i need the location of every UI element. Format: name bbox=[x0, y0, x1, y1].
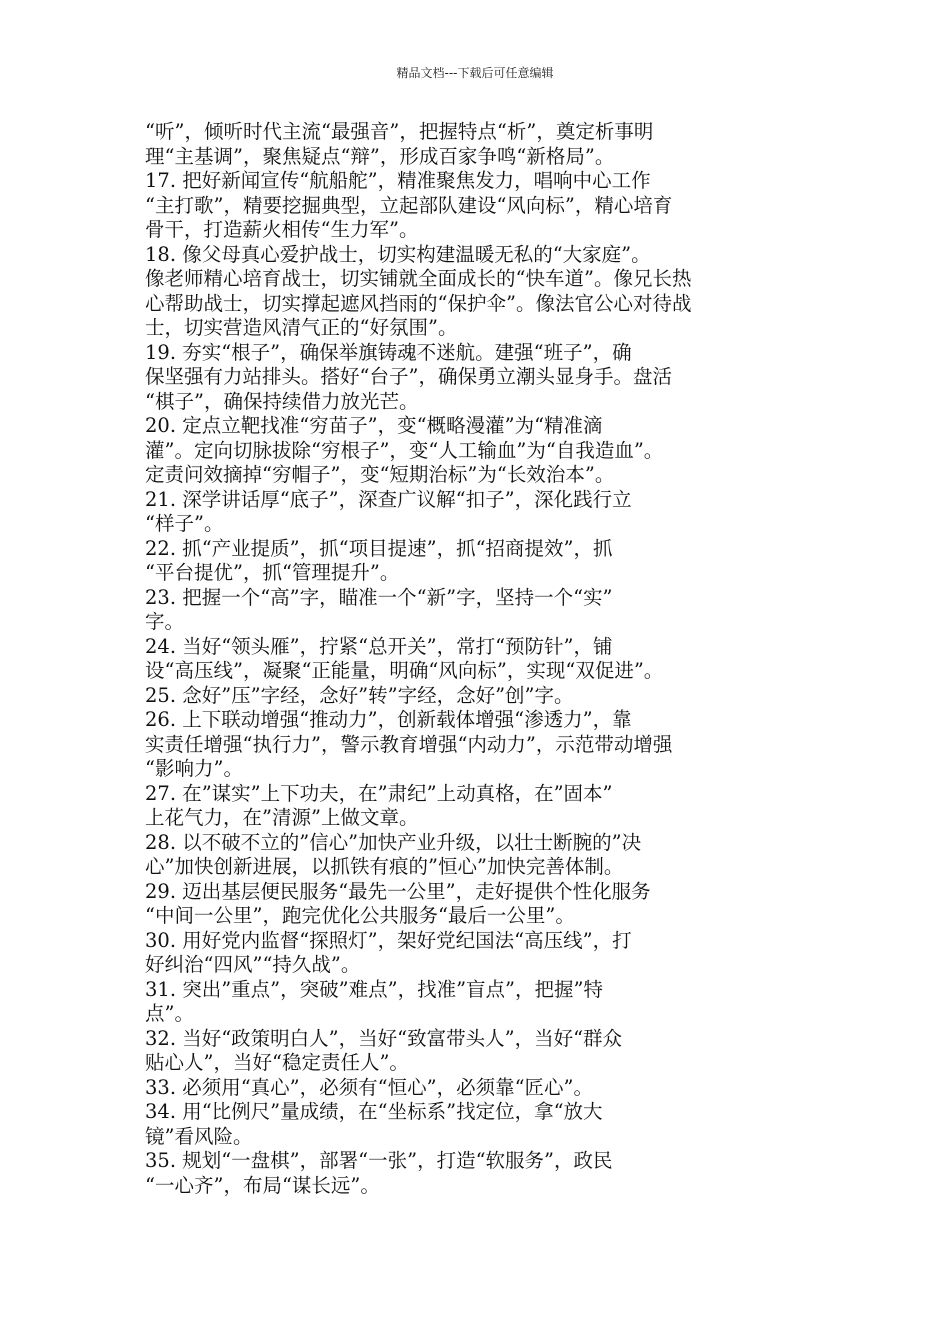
page-header: 精品文档---下载后可任意编辑 bbox=[396, 66, 554, 80]
text-line: 心帮助战士，切实撑起遮风挡雨的“保护伞”。像法官公心对待战 bbox=[145, 291, 692, 315]
text-line: 28. 以不破不立的”信心”加快产业升级，以壮士断腕的”决 bbox=[145, 830, 642, 854]
text-line: 贴心人”，当好“稳定责任人”。 bbox=[145, 1051, 409, 1074]
text-line: “影响力”。 bbox=[145, 757, 243, 780]
text-line: 好纠治“四风”“持久战”。 bbox=[145, 953, 361, 976]
text-line: 心”加快创新进展，以抓铁有痕的”恒心”加快完善体制。 bbox=[145, 855, 624, 878]
text-line: “棋子”，确保持续借力放光芒。 bbox=[145, 389, 419, 413]
text-line: 35. 规划“一盘棋”，部署“一张”，打造“软服务”，政民 bbox=[145, 1149, 613, 1172]
paragraph bbox=[145, 488, 815, 537]
text-line: 24. 当好“领头雁”，拧紧“总开关”，常打“预防针”，铺 bbox=[145, 634, 613, 658]
text-line: 上花气力，在”清源”上做文章。 bbox=[145, 806, 419, 829]
text-line: 27. 在”谋实”上下功夫，在”肃纪”上动真格，在”固本” bbox=[145, 781, 613, 805]
text-line: 21. 深学讲话厚“底子”，深查广议解“扣子”，深化践行立 bbox=[145, 487, 632, 511]
text-line: 26. 上下联动增强“推动力”，创新载体增强“渗透力”，靠 bbox=[145, 708, 632, 731]
text-line: 士，切实营造风清气正的“好氛围”。 bbox=[145, 316, 458, 339]
paragraph bbox=[145, 831, 815, 880]
paragraph bbox=[145, 1149, 815, 1198]
paragraph bbox=[145, 782, 815, 831]
text-line: 33. 必须用“真心”，必须有“恒心”，必须靠“匠心”。 bbox=[145, 1075, 594, 1099]
text-line: 像老师精心培育战士，切实铺就全面成长的“快车道”。像兄长热 bbox=[145, 267, 692, 290]
text-line: “样子”。 bbox=[145, 512, 224, 535]
text-line: 字。 bbox=[145, 610, 185, 633]
paragraph bbox=[145, 243, 815, 341]
paragraph bbox=[145, 880, 815, 929]
text-line: 32. 当好“政策明白人”，当好“致富带头人”，当好“群众 bbox=[145, 1026, 623, 1050]
text-line: 34. 用“比例尺”量成绩，在“坐标系”找定位，拿“放大 bbox=[145, 1100, 603, 1123]
paragraph bbox=[145, 120, 815, 169]
text-line: 理“主基调”，聚焦疑点“辩”，形成百家争鸣“新格局”。 bbox=[145, 144, 615, 168]
paragraph bbox=[145, 684, 815, 709]
text-line: 设“高压线”，凝聚“正能量，明确“风向标”，实现“双促进”。 bbox=[145, 659, 664, 682]
paragraph bbox=[145, 978, 815, 1027]
paragraph bbox=[145, 635, 815, 684]
text-line: 31. 突出”重点”，突破”难点”，找准”盲点”，把握”特 bbox=[145, 977, 603, 1001]
text-line: 19. 夯实“根子”，确保举旗铸魂不迷航。建强“班子”，确 bbox=[145, 340, 632, 364]
text-line: 点”。 bbox=[145, 1002, 194, 1025]
text-line: 实责任增强“执行力”，警示教育增强“内动力”，示范带动增强 bbox=[145, 732, 673, 756]
text-line: 定责问效摘掉“穷帽子”，变“短期治标”为“长效治本”。 bbox=[145, 463, 615, 486]
text-line: 保坚强有力站排头。搭好“台子”，确保勇立潮头显身手。盘活 bbox=[145, 365, 672, 388]
text-line: 22. 抓“产业提质”，抓“项目提速”，抓“招商提效”，抓 bbox=[145, 536, 613, 560]
document-body bbox=[145, 120, 815, 1198]
paragraph bbox=[145, 169, 815, 243]
text-line: “一心齐”，布局“谋长远”。 bbox=[145, 1173, 380, 1197]
text-line: 23. 把握一个“高”字，瞄准一个“新”字，坚持一个“实” bbox=[145, 585, 613, 609]
text-line: “听”，倾听时代主流“最强音”，把握特点“析”，奠定析事明 bbox=[145, 120, 654, 143]
text-line: 20. 定点立靶找准“穷苗子”，变“概略漫灌”为“精准滴 bbox=[145, 414, 603, 437]
paragraph bbox=[145, 341, 815, 415]
paragraph bbox=[145, 537, 815, 586]
paragraph bbox=[145, 708, 815, 782]
text-line: 骨干，打造薪火相传“生力军”。 bbox=[145, 218, 419, 241]
paragraph bbox=[145, 1100, 815, 1149]
text-line: 30. 用好党内监督“探照灯”，架好党纪国法“高压线”，打 bbox=[145, 928, 632, 952]
paragraph bbox=[145, 1027, 815, 1076]
text-line: 25. 念好”压”字经，念好”转”字经，念好”创”字。 bbox=[145, 683, 574, 707]
text-line: “主打歌”，精要挖掘典型，立起部队建设“风向标”，精心培育 bbox=[145, 193, 673, 217]
paragraph bbox=[145, 586, 815, 635]
text-line: 29. 迈出基层便民服务“最先一公里”，走好提供个性化服务 bbox=[145, 879, 651, 903]
paragraph bbox=[145, 414, 815, 488]
paragraph bbox=[145, 929, 815, 978]
text-line: 灌”。定向切脉拔除“穷根子”，变“人工输血”为“自我造血”。 bbox=[145, 438, 664, 462]
paragraph bbox=[145, 1076, 815, 1101]
text-line: 18. 像父母真心爱护战士，切实构建温暖无私的“大家庭”。 bbox=[145, 242, 651, 266]
text-line: 17. 把好新闻宣传“航船舵”，精准聚焦发力，唱响中心工作 bbox=[145, 169, 651, 192]
text-line: “平台提优”，抓“管理提升”。 bbox=[145, 561, 400, 584]
text-line: “中间一公里”，跑完优化公共服务“最后一公里”。 bbox=[145, 904, 575, 927]
text-line: 镜”看风险。 bbox=[145, 1124, 253, 1148]
